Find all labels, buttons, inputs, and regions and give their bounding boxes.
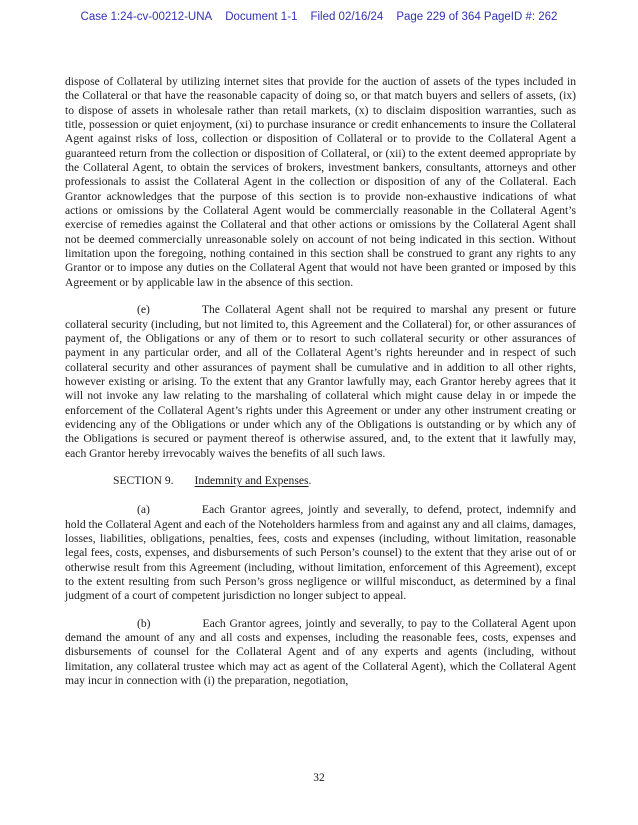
paragraph-a-label: (a) <box>137 503 150 517</box>
paragraph-a-text: Each Grantor agrees, jointly and severally, to defend, protect, indemnify and hold the Collateral Agent and each of the Noteholders harmless from and against any and all claims, damages, losses, liabilities, obligations, penalties, fees, costs and expenses (including, without limitation, reasonable legal fees, costs, expenses, and disbursements of such Person’s counsel) to the extent that they arise out of or otherwise result from this Agreement (including, without limitation, enforcement of this Agreement), except to the extent resulting from such Person’s gross negligence or willful misconduct, as determined by a final judgment of a court of competent jurisdiction no longer subject to appeal. <box>65 503 576 603</box>
court-stamp-header <box>0 11 638 23</box>
page-number: 32 <box>313 772 325 784</box>
section-title: Indemnity and Expenses <box>194 473 309 487</box>
section-9-heading <box>113 474 576 488</box>
section-title-period: . <box>308 473 312 487</box>
paragraph-e <box>65 303 576 461</box>
paragraph-continuation: dispose of Collateral by utilizing internet sites that provide for the auction of assets of the types included in the Collateral or that have the reasonable capacity of doing so, or that match buyers and sellers of assets, (ix) to dispose of assets in wholesale rather than retail markets, (x) to disclaim disposition warranties, such as title, possession or quiet enjoyment, (xi) to purchase insurance or credit enhancements to insure the Collateral Agent against risks of loss, collection or disposition of Collateral or to provide to the Collateral Agent a guaranteed return from the collection or disposition of Collateral, or (xii) to the extent deemed appropriate by the Collateral Agent, to obtain the services of brokers, investment bankers, consultants, attorneys and other professionals to assist the Collateral Agent in the collection or disposition of any of the Collateral. Each Grantor acknowledges that the purpose of this section is to provide non-exhaustive indications of what actions or omissions by the Collateral Agent would be commercially reasonable in the Collateral Agent’s exercise of remedies against the Collateral and that other actions or omissions by the Collateral Agent shall not be deemed commercially unreasonable solely on account of not being indicated in this section. Without limitation upon the foregoing, nothing contained in this section shall be construed to grant any rights to any Grantor or to impose any duties on the Collateral Agent that would not have been granted or imposed by this Agreement or by applicable law in the absence of this section. <box>65 75 576 289</box>
stamp-case-number: Case 1:24-cv-00212-UNA <box>80 11 213 23</box>
paragraph-b <box>65 617 576 689</box>
paragraph-b-label: (b) <box>137 616 151 630</box>
paragraph-e-text: The Collateral Agent shall not be required to marshal any present or future collateral security (including, but not limited to, this Agreement and the Collateral) for, or other assurances of payment of, the Obligations or any of them or to resort to such collateral security or other assurances of payment in any particular order, and all of the Collateral Agent’s rights hereunder and in respect of such collateral security and other assurances of payment shall be cumulative and in addition to all other rights, however existing or arising. To the extent that any Grantor lawfully may, each Grantor hereby agrees that it will not invoke any law relating to the marshaling of collateral which might cause delay in or impede the enforcement of the Collateral Agent’s rights under this Agreement or under any other instrument creating or evidencing any of the Obligations or under which any of the Obligations is outstanding or by which any of the Obligations is secured or payment thereof is otherwise assured, and, to the extent that it lawfully may, each Grantor hereby irrevocably waives the benefits of all such laws. <box>65 303 576 460</box>
section-number: SECTION 9. <box>113 473 174 487</box>
paragraph-a <box>65 503 576 603</box>
stamp-page-info: Page 229 of 364 PageID #: 262 <box>396 11 558 23</box>
stamp-filed-date: Filed 02/16/24 <box>310 11 384 23</box>
paragraph-b-text: Each Grantor agrees, jointly and severally, to pay to the Collateral Agent upon demand the amount of any and all costs and expenses, including the reasonable fees, costs, expenses and disbursements of counsel for the Collateral Agent and of any experts and agents (including, without limitation, any collateral trustee which may act as agent of the Collateral Agent), which the Collateral Agent may incur in connection with (i) the preparation, negotiation, <box>65 616 576 688</box>
document-body <box>65 75 576 701</box>
paragraph-e-label: (e) <box>137 303 150 317</box>
stamp-document-number: Document 1-1 <box>225 11 298 23</box>
